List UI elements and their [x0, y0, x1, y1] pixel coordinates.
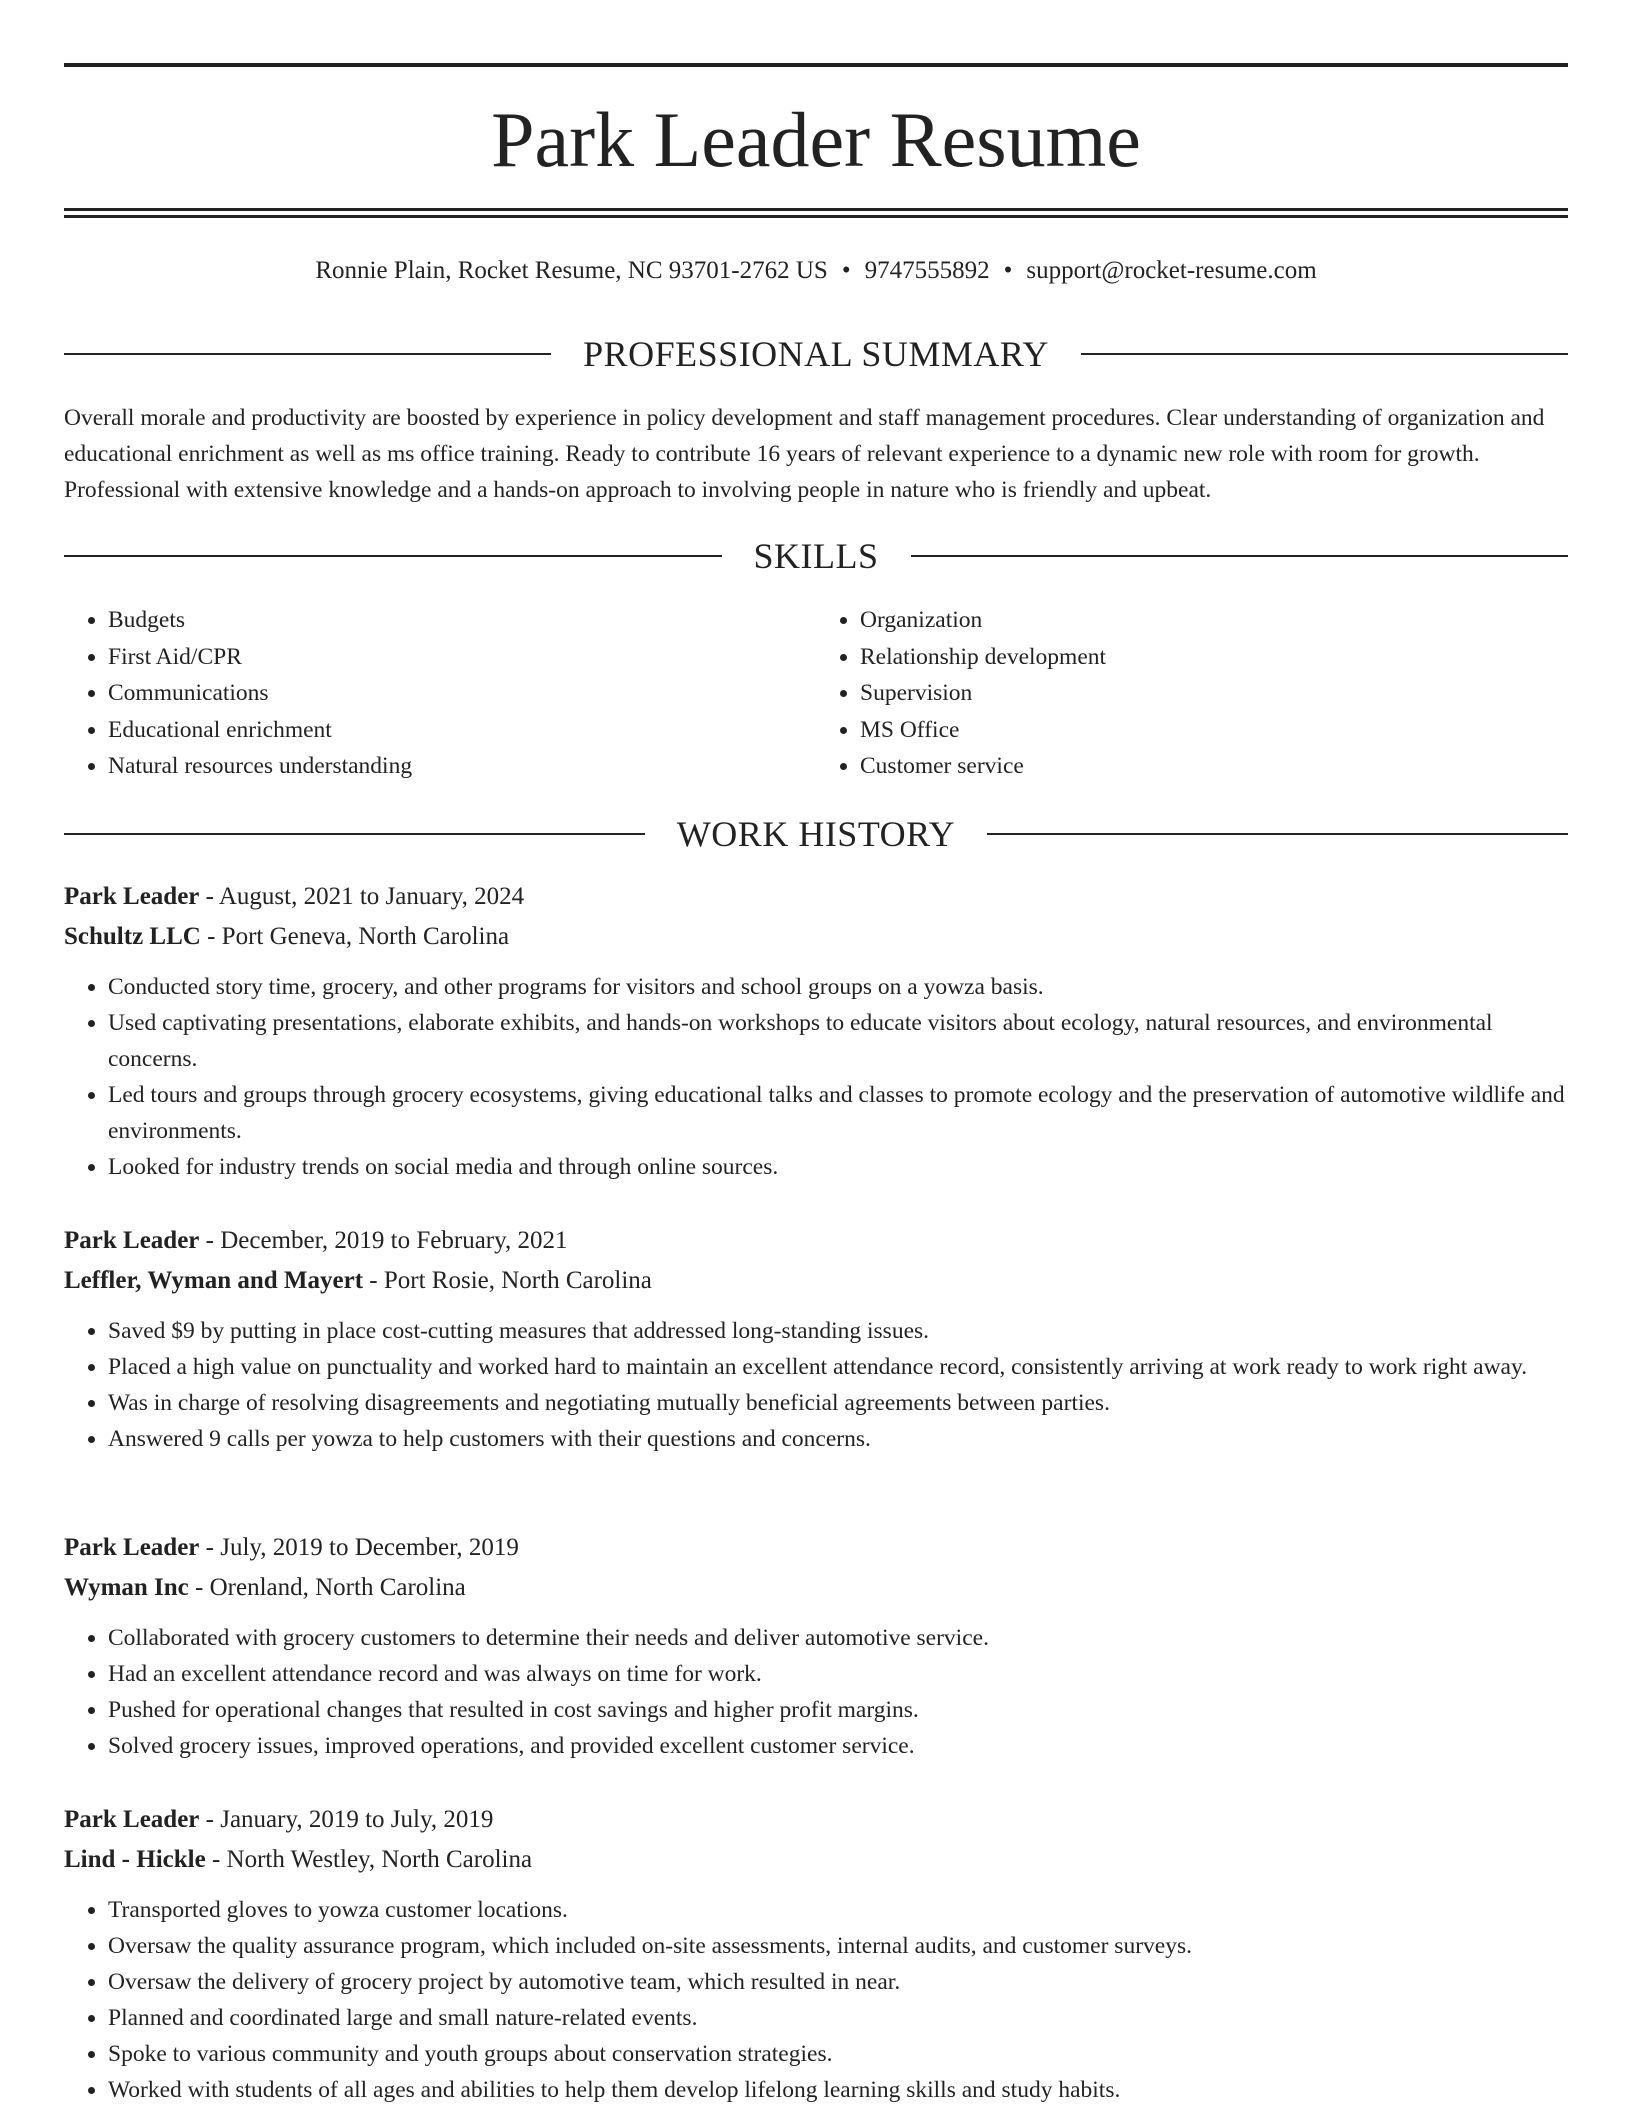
section-heading-label: PROFESSIONAL SUMMARY	[583, 334, 1049, 374]
job-bullet: • Oversaw the delivery of grocery project by automotive team, which resulted in near.	[108, 1964, 1568, 2000]
job-company-line	[64, 917, 1568, 957]
job-entry	[64, 1800, 1568, 2108]
job-title: Park Leader	[64, 1227, 200, 1254]
job-bullet: • Transported gloves to yowza customer locations.	[108, 1892, 1568, 1928]
job-entry	[64, 1221, 1568, 1457]
job-location: - Orenland, North Carolina	[195, 1574, 466, 1601]
skill-item: • First Aid/CPR	[108, 639, 816, 676]
job-entry	[64, 877, 1568, 1185]
job-bullet: • Led tours and groups through grocery ecosystems, giving educational talks and classes to promote ecology and the preservation of automotive wildlife and environments.	[108, 1077, 1568, 1149]
job-dates: - August, 2021 to January, 2024	[205, 883, 525, 910]
job-company-line	[64, 1840, 1568, 1880]
job-bullets	[64, 1892, 1568, 2108]
skill-item: • MS Office	[860, 712, 1568, 749]
job-bullet: • Looked for industry trends on social media and through online sources.	[108, 1149, 1568, 1185]
divider-line	[987, 833, 1568, 835]
job-company: Leffler, Wyman and Mayert	[64, 1267, 364, 1294]
section-heading-summary	[64, 332, 1568, 376]
job-bullet: • Placed a high value on punctuality and worked hard to maintain an excellent attendance record, consistently arriving at work ready to work right away.	[108, 1349, 1568, 1385]
job-bullet: • Answered 9 calls per yowza to help customers with their questions and concerns.	[108, 1421, 1568, 1457]
top-rule	[64, 63, 1568, 67]
job-dates: - July, 2019 to December, 2019	[205, 1534, 519, 1561]
skill-item: • Communications	[108, 675, 816, 712]
job-company-line	[64, 1568, 1568, 1608]
skill-item: • Relationship development	[860, 639, 1568, 676]
section-heading-label: SKILLS	[753, 536, 879, 576]
divider-line	[64, 353, 551, 355]
section-heading-label: WORK HISTORY	[676, 814, 956, 854]
contact-line	[64, 254, 1568, 288]
section-heading-skills	[64, 534, 1568, 578]
contact-separator: •	[1003, 257, 1013, 284]
job-bullets	[64, 1620, 1568, 1764]
job-bullet: • Collaborated with grocery customers to determine their needs and deliver automotive service.	[108, 1620, 1568, 1656]
job-bullets	[64, 969, 1568, 1185]
skill-item: • Budgets	[108, 602, 816, 639]
divider-line	[911, 555, 1569, 557]
job-role-line	[64, 1221, 1568, 1261]
job-role-line	[64, 1800, 1568, 1840]
job-bullet: • Used captivating presentations, elaborate exhibits, and hands-on workshops to educate visitors about ecology, natural resources, and environmental concerns.	[108, 1005, 1568, 1077]
contact-address: Ronnie Plain, Rocket Resume, NC 93701-2762 US	[315, 257, 828, 284]
job-company-line	[64, 1261, 1568, 1301]
skills-column-left	[64, 602, 816, 785]
skill-item: • Organization	[860, 602, 1568, 639]
job-bullet: • Worked with students of all ages and abilities to help them develop lifelong learning skills and study habits.	[108, 2072, 1568, 2108]
job-bullet: • Oversaw the quality assurance program, which included on-site assessments, internal audits, and customer surveys.	[108, 1928, 1568, 1964]
contact-phone: 9747555892	[864, 257, 990, 284]
job-dates: - December, 2019 to February, 2021	[205, 1227, 568, 1254]
summary-text: Overall morale and productivity are boosted by experience in policy development and staff management procedures. Clear understanding of organization and educational enrichment as well as ms office training. Ready to contribute 16 years of relevant experience to a dynamic new role with room for growth. Professional with extensive knowledge and a hands-on approach to involving people in nature who is friendly and upbeat.	[64, 405, 1545, 503]
contact-email: support@rocket-resume.com	[1026, 257, 1317, 284]
job-location: - Port Rosie, North Carolina	[369, 1267, 652, 1294]
resume-title: Park Leader Resume	[491, 96, 1141, 183]
skills-column-right	[816, 602, 1568, 785]
section-heading-work-history	[64, 812, 1568, 856]
job-bullet: • Solved grocery issues, improved operations, and provided excellent customer service.	[108, 1728, 1568, 1764]
job-title: Park Leader	[64, 1534, 200, 1561]
contact-separator: •	[841, 257, 851, 284]
job-title: Park Leader	[64, 1806, 200, 1833]
job-location: - Port Geneva, North Carolina	[207, 923, 510, 950]
job-bullet: • Saved $9 by putting in place cost-cutting measures that addressed long-standing issues.	[108, 1313, 1568, 1349]
job-bullets	[64, 1313, 1568, 1457]
job-entry	[64, 1528, 1568, 1764]
job-role-line	[64, 1528, 1568, 1568]
job-bullet: • Spoke to various community and youth groups about conservation strategies.	[108, 2036, 1568, 2072]
skill-item: • Educational enrichment	[108, 712, 816, 749]
skill-item: • Supervision	[860, 675, 1568, 712]
job-bullet: • Had an excellent attendance record and was always on time for work.	[108, 1656, 1568, 1692]
skill-item: • Customer service	[860, 748, 1568, 785]
job-company: Schultz LLC	[64, 923, 201, 950]
job-company: Wyman Inc	[64, 1574, 189, 1601]
job-bullet: • Was in charge of resolving disagreements and negotiating mutually beneficial agreements between parties.	[108, 1385, 1568, 1421]
job-bullet: • Pushed for operational changes that resulted in cost savings and higher profit margins.	[108, 1692, 1568, 1728]
title-double-rule	[64, 208, 1568, 218]
job-bullet: • Planned and coordinated large and small nature-related events.	[108, 2000, 1568, 2036]
divider-line	[64, 833, 645, 835]
skill-item: • Natural resources understanding	[108, 748, 816, 785]
job-location: - North Westley, North Carolina	[211, 1846, 533, 1873]
job-role-line	[64, 877, 1568, 917]
job-dates: - January, 2019 to July, 2019	[205, 1806, 494, 1833]
job-company: Lind - Hickle	[64, 1846, 206, 1873]
divider-line	[1081, 353, 1568, 355]
job-bullet: • Conducted story time, grocery, and other programs for visitors and school groups on a yowza basis.	[108, 969, 1568, 1005]
divider-line	[64, 555, 722, 557]
skills-list	[64, 602, 1568, 785]
job-title: Park Leader	[64, 883, 200, 910]
